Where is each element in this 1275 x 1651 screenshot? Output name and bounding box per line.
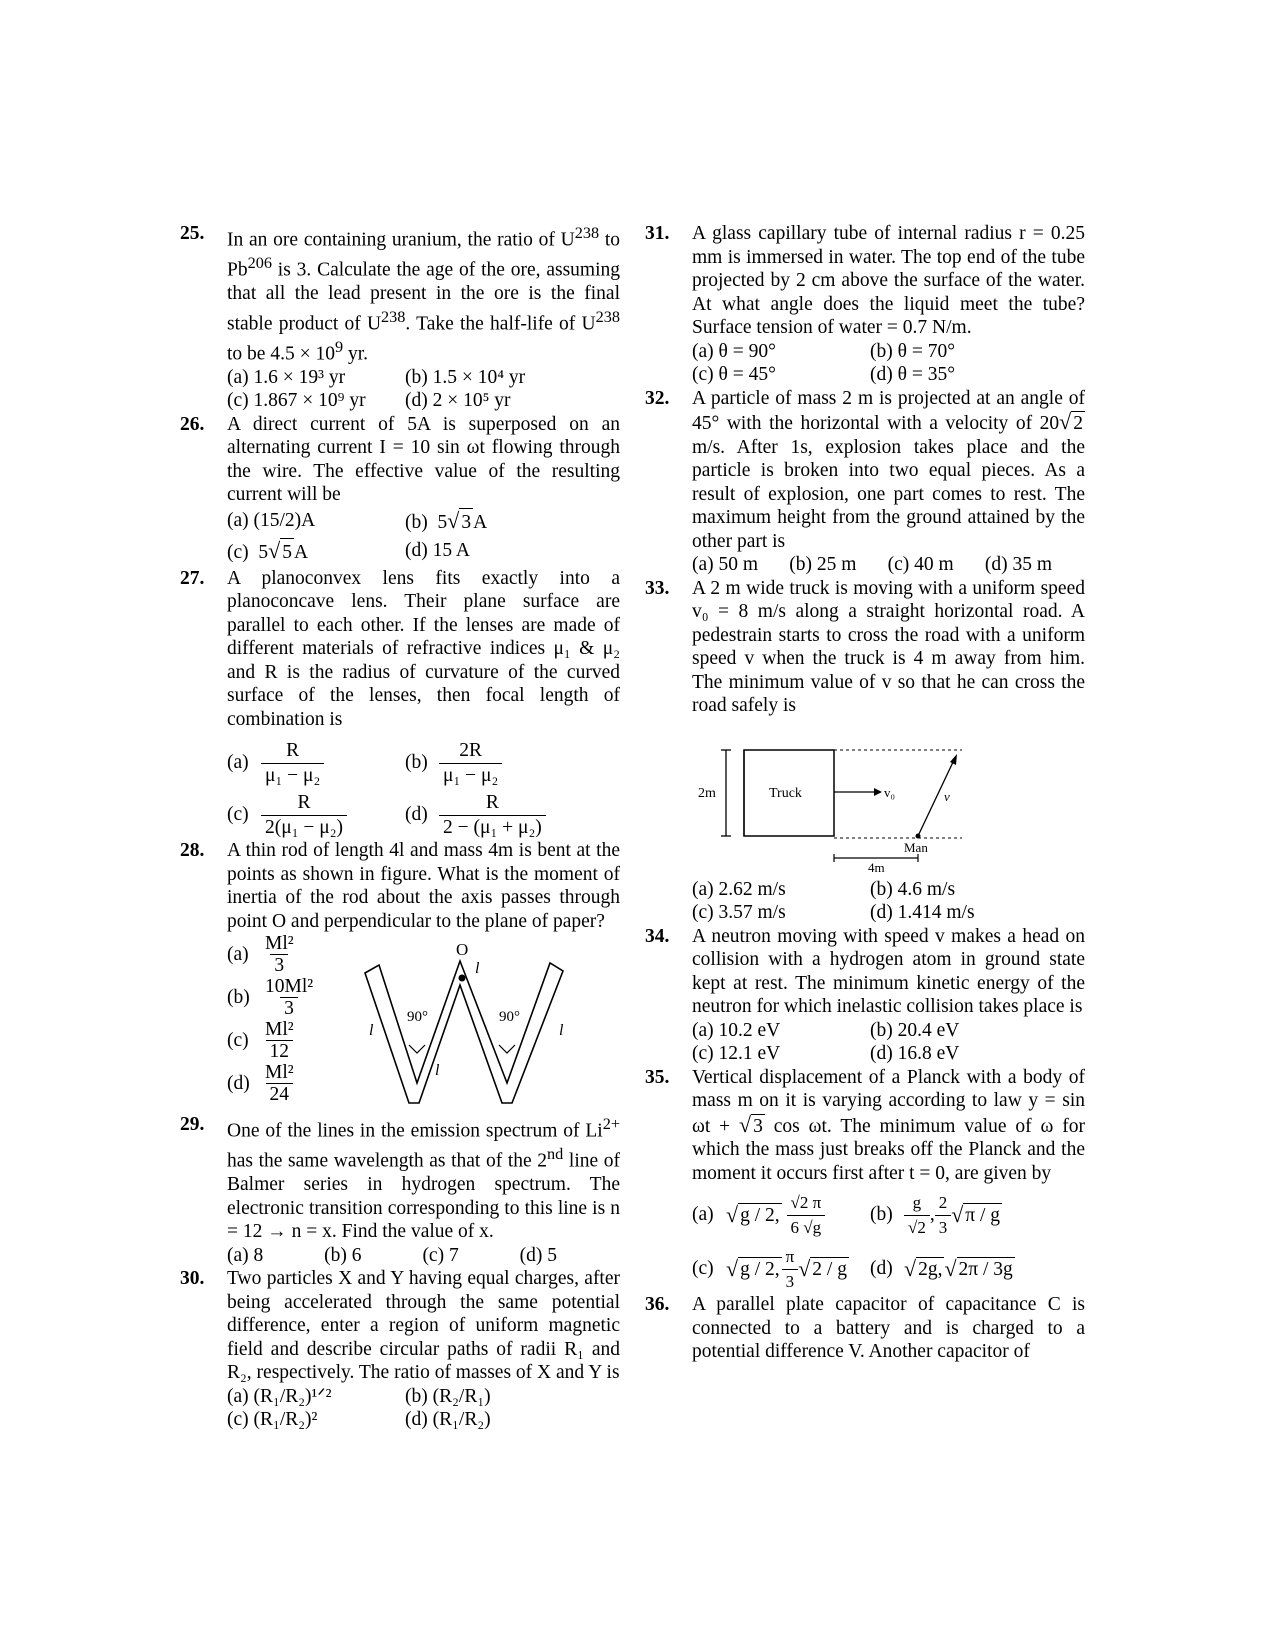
option-b[interactable]: (b) 10Ml² 3: [227, 976, 314, 1019]
pivot-point: [459, 975, 466, 982]
question-30: [180, 1267, 620, 1432]
truck-figure: [692, 718, 1082, 878]
angle-label: 90°: [407, 1009, 428, 1025]
option-a[interactable]: (a) (15/2)A: [227, 509, 316, 531]
option-a[interactable]: (a) R μ₁ − μ₂: [227, 739, 405, 787]
option-b[interactable]: (b) 5√ 3 A: [405, 507, 620, 537]
question-text: A planoconvex lens fits exactly into a planoconcave lens. Their plane surface are parallel to each other. If the lenses are made of different materials of refractive indices μ₁ & μ₂ and R is the radius of curvature of the curved surface of the lenses, then focal length of combination is: [227, 567, 620, 730]
question-text: A direct current of 5A is superposed on an alternating current I = 10 sin ωt flowing through the wire. The effective value of the resulting current will be: [227, 413, 620, 505]
option-a[interactable]: (a) 1.6 × 19³ yr: [227, 366, 346, 388]
option-d[interactable]: (d) 5: [519, 1244, 557, 1266]
option-c[interactable]: (c) 3.57 m/s: [692, 902, 786, 923]
option-a[interactable]: (a) 50 m: [692, 554, 759, 575]
question-25: [180, 222, 620, 413]
option-d[interactable]: (d) 15 A: [405, 539, 470, 561]
question-text: A parallel plate capacitor of capacitance C is connected to a battery and is charged to a potential difference V. Another capacitor of: [692, 1294, 1085, 1362]
option-d[interactable]: (d) θ = 35°: [870, 364, 955, 385]
question-26: [180, 413, 620, 567]
question-number: 29.: [180, 1114, 205, 1135]
option-c[interactable]: (c) Ml² 12: [227, 1019, 294, 1062]
length-label: l: [369, 1022, 374, 1039]
angle-label: 90°: [499, 1009, 520, 1025]
question-number: 34.: [645, 925, 670, 947]
option-c[interactable]: (c) (R₁/R₂)²: [227, 1409, 318, 1430]
option-d[interactable]: (d) (R₁/R₂): [405, 1409, 491, 1430]
option-d[interactable]: (d) 35 m: [984, 554, 1052, 575]
option-d[interactable]: (d) R 2 − (μ₁ + μ₂): [405, 791, 620, 839]
man-point: [916, 833, 921, 838]
question-number: 31.: [645, 223, 670, 244]
option-b[interactable]: (b) 20.4 eV: [870, 1019, 960, 1041]
distance-label: 4m: [868, 859, 885, 875]
option-d[interactable]: (d) 1.414 m/s: [870, 902, 975, 923]
question-number: 25.: [180, 223, 205, 244]
left-column: [180, 222, 620, 1432]
bent-rod-figure: [357, 933, 597, 1113]
option-d[interactable]: (d) 2 × 10⁵ yr: [405, 390, 511, 411]
option-a[interactable]: (a) (R₁/R₂)¹ᐟ²: [227, 1385, 332, 1407]
question-text: A thin rod of length 4l and mass 4m is bent at the points as shown in figure. What is the moment of inertia of the rod about the axis passes through point O and perpendicular to the plane of paper?: [227, 840, 620, 932]
length-label: l: [559, 1022, 564, 1039]
length-label: l: [435, 1062, 440, 1079]
question-35: [645, 1066, 1085, 1294]
option-b[interactable]: (b) 1.5 × 10⁴ yr: [405, 366, 526, 388]
option-b[interactable]: (b) g √2 , 2 3 √ π / g: [870, 1191, 1085, 1239]
option-a[interactable]: (a) θ = 90°: [692, 340, 776, 362]
question-29: [180, 1113, 620, 1267]
option-a[interactable]: (a) 8: [227, 1244, 264, 1266]
options: [227, 1385, 620, 1432]
question-27: [180, 567, 620, 840]
option-c[interactable]: (c) 5√ 5 A: [227, 537, 405, 567]
options: [227, 507, 620, 567]
question-text: Two particles X and Y having equal charges, after being accelerated through the same potential difference, enter a region of uniform magnetic field and describe circular paths of radii R₁ and R₂, respectively. The ratio of masses of X and Y is: [227, 1268, 620, 1383]
option-d[interactable]: (d) √ 2g, √ 2π / 3g: [870, 1256, 1013, 1282]
options: [227, 933, 357, 1113]
question-number: 36.: [645, 1294, 670, 1315]
question-number: 32.: [645, 387, 670, 409]
truck-label: Truck: [769, 785, 802, 801]
option-b[interactable]: (b) 2R μ₁ − μ₂: [405, 739, 620, 787]
question-number: 26.: [180, 413, 205, 435]
question-36: [645, 1293, 1085, 1364]
question-number: 33.: [645, 577, 670, 599]
option-c[interactable]: (c) θ = 45°: [692, 364, 776, 385]
option-d[interactable]: (d) Ml² 24: [227, 1062, 294, 1105]
options: [227, 739, 620, 839]
option-a[interactable]: (a) 2.62 m/s: [692, 878, 786, 900]
question-number: 27.: [180, 567, 205, 589]
option-c[interactable]: (c) √ g / 2, π 3 √ 2 / g: [692, 1245, 870, 1293]
question-33: [645, 577, 1085, 925]
option-a[interactable]: (a) 10.2 eV: [692, 1019, 781, 1041]
options-and-figure: [227, 933, 620, 1113]
right-column: [645, 222, 1085, 1364]
option-b[interactable]: (b) 4.6 m/s: [870, 878, 956, 900]
option-c[interactable]: (c) R 2(μ₁ − μ₂): [227, 791, 405, 839]
point-o-label: O: [456, 940, 469, 959]
option-b[interactable]: (b) 6: [324, 1244, 362, 1266]
option-b[interactable]: (b) 25 m: [789, 554, 857, 575]
options: [692, 340, 1085, 387]
v0-label: v₀: [884, 784, 896, 800]
man-label: Man: [904, 839, 928, 855]
question-number: 35.: [645, 1066, 670, 1088]
options: [227, 1244, 557, 1268]
question-text: A neutron moving with speed v makes a head on collision with a hydrogen atom in ground state kept at rest. The minimum kinetic energy of the neutron for which inelastic collision takes place is: [692, 925, 1085, 1017]
option-c[interactable]: (c) 12.1 eV: [692, 1043, 781, 1064]
question-31: [645, 222, 1085, 387]
w-shaped-rod: [365, 961, 563, 1103]
option-b[interactable]: (b) (R₂/R₁): [405, 1385, 491, 1407]
option-d[interactable]: (d) 16.8 eV: [870, 1043, 960, 1064]
question-32: [645, 387, 1085, 577]
options: [692, 1191, 1085, 1293]
option-a[interactable]: (a) √ g / 2, √2 π 6 √g: [692, 1191, 870, 1239]
option-b[interactable]: (b) θ = 70°: [870, 340, 955, 362]
option-a[interactable]: (a) Ml² 3: [227, 933, 294, 976]
option-c[interactable]: (c) 40 m: [887, 554, 954, 575]
right-angle-mark: [499, 1045, 515, 1053]
question-text: One of the lines in the emission spectrum of $Li^{2+}$ has the same wavelength as that of the 2nd line of Balmer series in hydrogen spectrum. The electronic transition corresponding to this line is n = 12 → n = x. Find the value of x.: [227, 1115, 621, 1242]
question-34: [645, 925, 1085, 1066]
question-28: [180, 839, 620, 1113]
options: [692, 1019, 1085, 1066]
right-angle-mark: [409, 1045, 425, 1053]
question-text: A glass capillary tube of internal radius r = 0.25 mm is immersed in water. The top end of the tube projected by 2 cm above the surface of the water. At what angle does the liquid meet the tube? Surface tension of water = 0.7 N/m.: [692, 223, 1085, 338]
option-c[interactable]: (c) 7: [422, 1244, 459, 1266]
question-number: 30.: [180, 1268, 205, 1289]
question-number: 28.: [180, 840, 205, 861]
v-label: v: [944, 788, 950, 804]
option-c[interactable]: (c) 1.867 × 10⁹ yr: [227, 390, 366, 411]
options: [692, 878, 1085, 925]
options: [692, 553, 1052, 577]
length-label: l: [475, 960, 480, 977]
width-label: 2m: [698, 785, 716, 801]
question-text: A 2 m wide truck is moving with a uniform speed v₀ = 8 m/s along a straight horizontal road. A pedestrain starts to cross the road with a uniform speed v when the truck is 4 m away from him. The minimum value of v so that he can cross the road safely is: [692, 577, 1085, 716]
question-text: Vertical displacement of a Planck with a body of mass m on it is varying according to law y = sin ωt + √ 3 cos ωt. The minimum value of ω for which the mass just breaks off the Planck and the moment it occurs first after t = 0, are given by: [692, 1066, 1086, 1184]
options: [227, 366, 620, 413]
question-text: In an ore containing uranium, the ratio of $U^{238}$ to Pb$^{206}$ is 3. Calculate the age of the ore, assuming that all the lead present in the ore is the final stable product of $U^{238}$. Take the half-life of $U^{238}$ to be $4.5 \times 10^9$ yr.: [227, 224, 620, 364]
question-text: A particle of mass 2 m is projected at an angle of 45° with the horizontal with a velocity of 20√ 2 m/s. After 1s, explosion takes place and the particle is broken into two equal pieces. As a result of explosion, one part comes to rest. The maximum height from the ground attained by the other part is: [692, 387, 1085, 552]
